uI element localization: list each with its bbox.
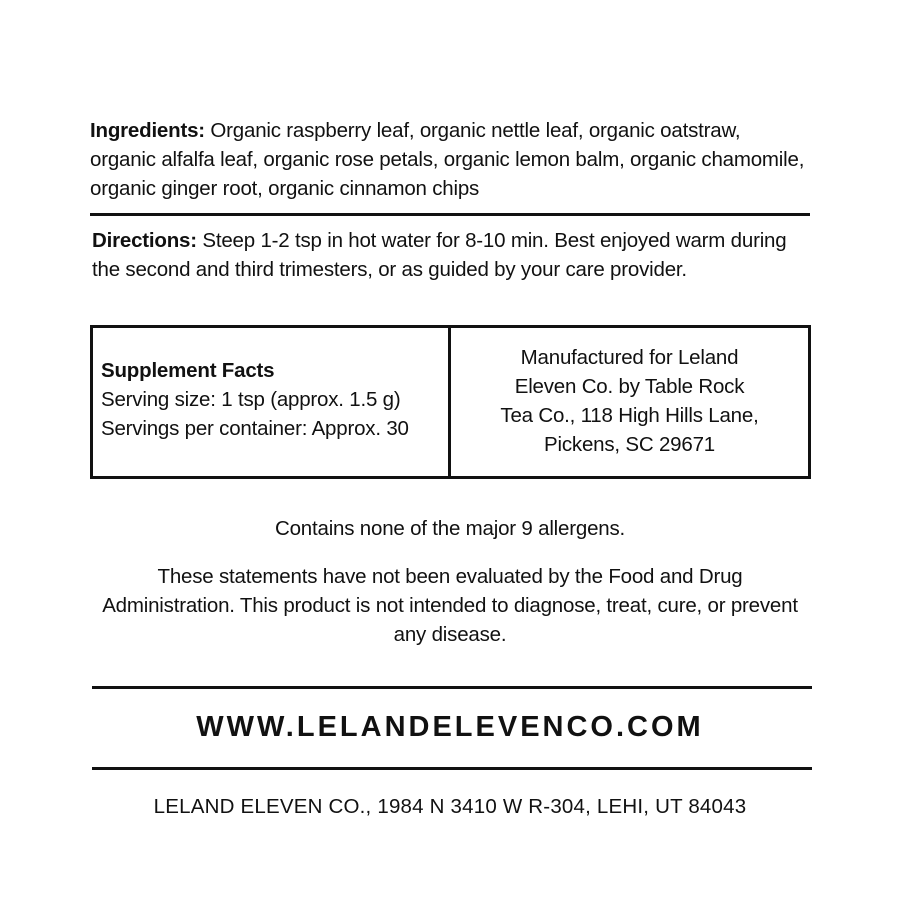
supplement-facts-title: Supplement Facts — [101, 359, 275, 382]
allergen-statement: Contains none of the major 9 allergens. — [274, 517, 626, 540]
company-address: LELAND ELEVEN CO., 1984 N 3410 W R-304, LEHI, UT 84043 — [153, 795, 747, 818]
servings-per-container: Servings per container: Approx. 30 — [101, 417, 409, 440]
website-url: WWW.LELANDELEVENCO.COM — [196, 711, 704, 743]
directions-text: Steep 1-2 tsp in hot water for 8-10 min. Best enjoyed warm during the second and third trimesters, or as guided by your care provider. — [92, 229, 787, 281]
manufacturer-line: Tea Co., 118 High Hills Lane, — [500, 404, 759, 427]
divider — [90, 213, 810, 216]
facts-box — [90, 325, 811, 479]
ingredients-text: Organic raspberry leaf, organic nettle leaf, organic oatstraw, organic alfalfa leaf, organic rose petals, organic lemon balm, organic chamomile, organic ginger root, organic cinnamon chips — [90, 119, 805, 200]
fda-disclaimer: These statements have not been evaluated by the Food and Drug Administration. This product is not intended to diagnose, treat, cure, or prevent any disease. — [102, 565, 798, 646]
supplement-facts — [93, 328, 451, 476]
directions-label: Directions: — [92, 229, 197, 252]
divider — [92, 686, 812, 689]
serving-size: Serving size: 1 tsp (approx. 1.5 g) — [101, 388, 401, 411]
manufacturer-info — [451, 328, 808, 476]
manufacturer-line: Eleven Co. by Table Rock — [514, 375, 745, 398]
ingredients-label: Ingredients: — [90, 119, 205, 142]
manufacturer-line: Manufactured for Leland — [520, 346, 739, 369]
divider — [92, 767, 812, 770]
directions-section — [92, 226, 804, 284]
ingredients-section — [90, 116, 810, 203]
manufacturer-line: Pickens, SC 29671 — [544, 433, 715, 456]
